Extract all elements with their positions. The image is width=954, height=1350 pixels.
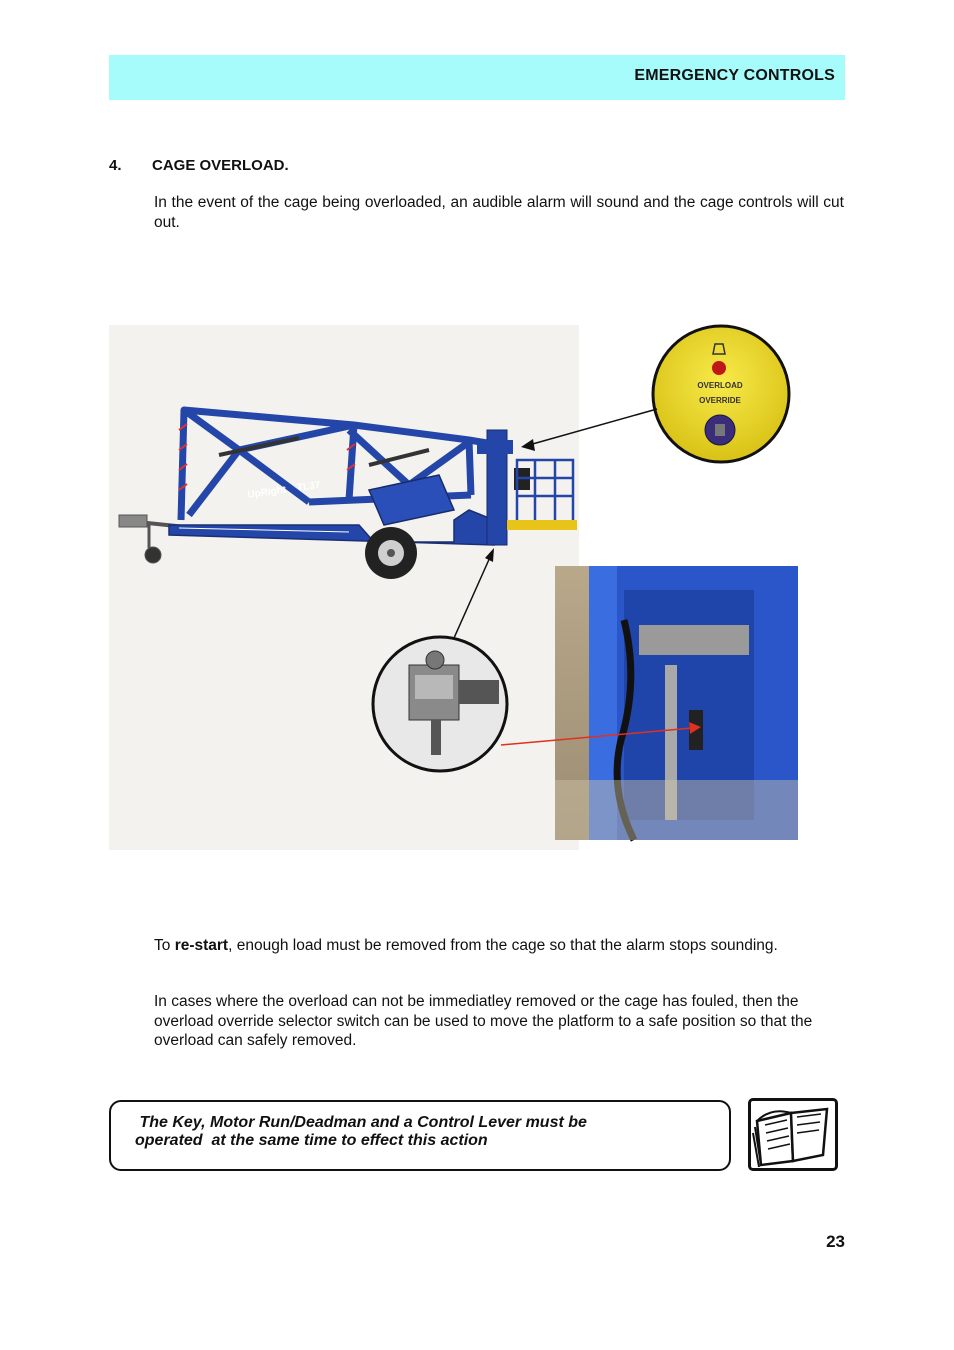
note-line-2: operated at the same time to effect this action — [135, 1132, 488, 1149]
note-box — [109, 1100, 731, 1171]
open-book-icon — [748, 1098, 838, 1171]
panel-label-overload: OVERLOAD — [697, 381, 743, 390]
machine-figure — [109, 320, 809, 850]
overload-lamp — [712, 361, 726, 375]
brand-label: UpRight — [246, 484, 287, 501]
section-number: 4. — [109, 157, 122, 174]
restart-suffix: , enough load must be removed from the cage so that the alarm stops sounding. — [228, 937, 778, 954]
header-band — [109, 55, 845, 100]
cage-kickboard — [507, 520, 577, 530]
load-sensor-photo — [373, 637, 507, 771]
section-title: CAGE OVERLOAD. — [152, 157, 289, 174]
machine-illustration — [109, 320, 809, 850]
restart-bold: re-start — [174, 937, 229, 954]
panel-label-override: OVERRIDE — [699, 396, 741, 405]
restart-paragraph — [154, 936, 844, 956]
page-number: 23 — [826, 1232, 845, 1251]
model-label: TL37 — [296, 479, 322, 494]
bracket-photo — [555, 566, 798, 840]
note-line-1: The Key, Motor Run/Deadman and a Control Lever must be — [135, 1114, 587, 1131]
note-text — [135, 1114, 725, 1150]
intro-paragraph: In the event of the cage being overloaded, an audible alarm will sound and the cage controls will cut out. — [154, 194, 844, 231]
override-paragraph: In cases where the overload can not be immediatley removed or the cage has fouled, then the overload override selector switch can be used to move the platform to a safe position so that the overload can safely removed. — [154, 993, 813, 1049]
restart-prefix: To — [154, 937, 175, 954]
page-header-title: EMERGENCY CONTROLS — [634, 67, 835, 84]
wheel — [365, 527, 417, 579]
photo-background — [109, 325, 579, 850]
override-panel-photo — [653, 326, 789, 462]
